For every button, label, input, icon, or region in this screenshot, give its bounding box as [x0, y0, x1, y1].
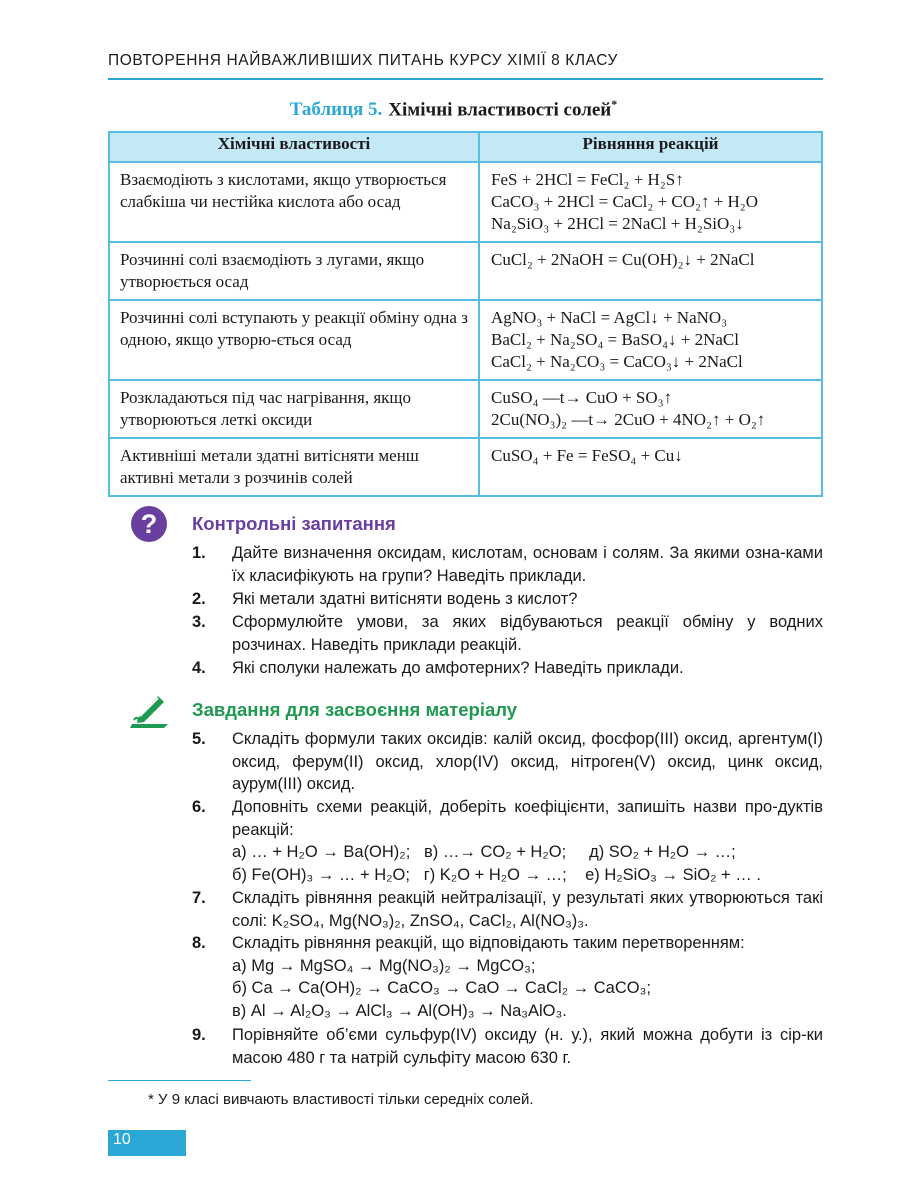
footnote: * У 9 класі вивчають властивості тільки середніх солей. [148, 1091, 534, 1108]
item-number: 3. [192, 613, 206, 631]
table-row [109, 162, 822, 242]
property-cell: Взаємодіють з кислотами, якщо утворюється слабкіша чи нестійка кислота або осад [109, 162, 479, 242]
equation: Na₂SiO₃ + 2HCl = 2NaCl + H₂SiO₃↓ [491, 214, 744, 233]
control-questions-heading: Контрольні запитання [192, 513, 396, 534]
equation-cell [479, 242, 822, 300]
item-text: Дайте визначення оксидам, кислотам, основам і солям. За якими озна-ками їх класифікують на групи? Наведіть приклади. [232, 544, 823, 585]
item-number: 4. [192, 659, 206, 677]
footnote-rule [108, 1080, 251, 1081]
running-header: ПОВТОРЕННЯ НАЙВАЖЛИВІШИХ ПИТАНЬ КУРСУ ХІМІЇ 8 КЛАСУ [108, 52, 619, 69]
item-number: 2. [192, 590, 206, 608]
equation: FeS + 2HCl = FeCl₂ + H₂S↑ [491, 170, 684, 189]
table-row [109, 242, 822, 300]
transformation-line: а) Mg → MgSO₄ → Mg(NO₃)₂ → MgCO₃; [232, 956, 536, 975]
equation-cell [479, 438, 822, 496]
footnote-mark: * [611, 97, 618, 111]
tasks-heading: Завдання для засвоєння матеріалу [192, 699, 518, 720]
equation: CaCl₂ + Na₂CO₃ = CaCO₃↓ + 2NaCl [491, 352, 743, 371]
item-number: 5. [192, 730, 206, 748]
equation: 2Cu(NO₃)₂ ―t→ 2CuO + 4NO₂↑ + O₂↑ [491, 410, 766, 429]
list-item [192, 657, 823, 680]
equation: BaCl₂ + Na₂SO₄ = BaSO₄↓ + 2NaCl [491, 330, 739, 349]
property-cell: Розкладаються під час нагрівання, якщо утворюються леткі оксиди [109, 380, 479, 438]
item-number: 9. [192, 1026, 206, 1044]
list-item [192, 1024, 823, 1069]
item-text [232, 796, 823, 886]
header-rule [108, 78, 823, 80]
item-text: Складіть рівняння реакцій нейтралізації, у результаті яких утворюються такі солі: K₂SO₄, Mg(NO₃)₂, ZnSO₄, CaCl₂, Al(NO₃)₃. [232, 889, 823, 930]
equation: CuSO₄ + Fe = FeSO₄ + Cu↓ [491, 446, 683, 465]
question-icon: ? [131, 506, 167, 542]
table-number: Таблиця 5. [289, 99, 383, 121]
list-item [192, 611, 823, 656]
page-number: 10 [113, 1131, 131, 1148]
item-text: Порівняйте об’єми сульфур(IV) оксиду (н. у.), який можна добути із сір-ки масою 480 г та натрій сульфіту масою 630 г. [232, 1026, 823, 1067]
item-text: Які метали здатні витісняти водень з кислот? [232, 590, 578, 608]
salts-properties-table [108, 131, 823, 497]
item-number: 8. [192, 934, 206, 952]
list-item [192, 887, 823, 932]
list-item [192, 728, 823, 796]
item-number: 1. [192, 544, 206, 562]
scheme-line: б) Fe(OH)₃ → … + H₂O; г) K₂O + H₂O → …; е) H₂SiO₃ → SiO₂ + … . [232, 865, 761, 884]
property-cell: Розчинні солі взаємодіють з лугами, якщо утворюється осад [109, 242, 479, 300]
transformation-line: в) Al → Al₂O₃ → AlCl₃ → Al(OH)₃ → Na₃AlO₃. [232, 1001, 567, 1020]
item-intro: Складіть рівняння реакцій, що відповідають таким перетворенням: [232, 934, 745, 952]
list-item [192, 796, 823, 886]
equation: CuSO₄ ―t→ CuO + SO₃↑ [491, 388, 673, 407]
table-row [109, 380, 822, 438]
item-number: 6. [192, 798, 206, 816]
scheme-line: а) … + H₂O → Ba(OH)₂; в) …→ CO₂ + H₂O; д) SO₂ + H₂O → …; [232, 843, 736, 861]
item-text [232, 932, 823, 1022]
table-header-row [109, 132, 822, 162]
equation-cell [479, 380, 822, 438]
table-row [109, 438, 822, 496]
list-item [192, 932, 823, 1022]
pencil-icon [128, 690, 172, 730]
property-cell: Активніші метали здатні витісняти менш активні метали з розчинів солей [109, 438, 479, 496]
item-text: Які сполуки належать до амфотерних? Наведіть приклади. [232, 659, 684, 677]
equation: AgNO₃ + NaCl = AgCl↓ + NaNO₃ [491, 308, 728, 327]
property-cell: Розчинні солі вступають у реакції обміну одна з одною, якщо утворю-ється осад [109, 300, 479, 380]
list-item [192, 542, 823, 587]
table-row [109, 300, 822, 380]
item-text: Складіть формули таких оксидів: калій оксид, фосфор(ІІІ) оксид, аргентум(І) оксид, ферум(ІІ) оксид, хлор(IV) оксид, нітроген(V) оксид, цинк оксид, аурум(ІІІ) оксид. [232, 730, 823, 793]
equation-cell [479, 300, 822, 380]
transformation-line: б) Ca → Ca(OH)₂ → CaCO₃ → CaO → CaCl₂ → CaCO₃; [232, 979, 651, 997]
item-intro: Доповніть схеми реакцій, доберіть коефіцієнти, запишіть назви про-дуктів реакцій: [232, 798, 823, 839]
equation-cell [479, 162, 822, 242]
equation: CaCO₃ + 2HCl = CaCl₂ + CO₂↑ + H₂O [491, 192, 759, 211]
item-text: Сформулюйте умови, за яких відбуваються реакції обміну у водних розчинах. Наведіть приклади реакцій. [232, 613, 823, 654]
list-item [192, 588, 823, 611]
equation: CuCl₂ + 2NaOH = Cu(OH)₂↓ + 2NaCl [491, 250, 755, 269]
item-number: 7. [192, 889, 206, 907]
table-caption [0, 97, 907, 121]
column-header-equations: Рівняння реакцій [479, 132, 822, 162]
column-header-properties: Хімічні властивості [109, 132, 479, 162]
table-title: Хімічні властивості солей [388, 99, 612, 121]
